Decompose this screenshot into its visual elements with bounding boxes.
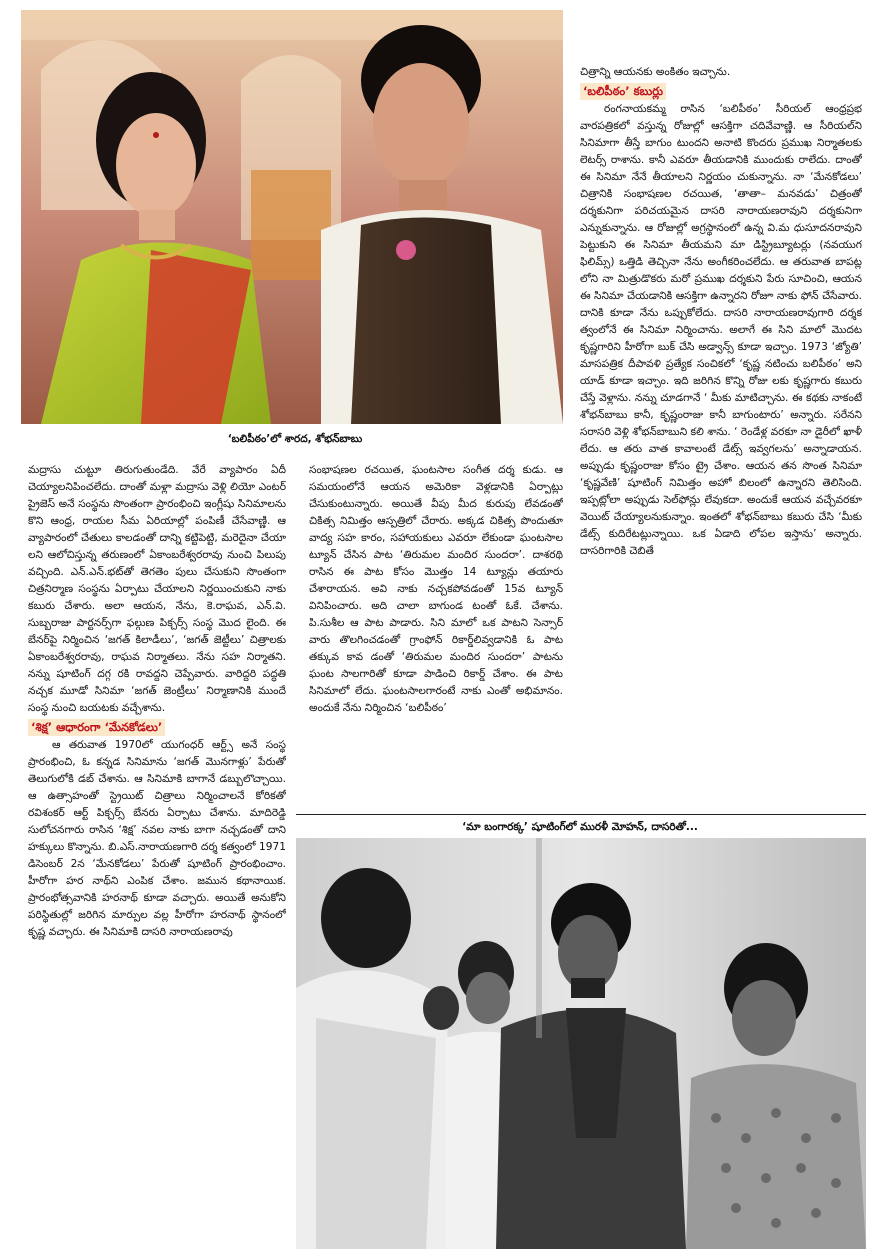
left-column-body-1: మద్రాసు చుట్టూ తిరుగుతుండేది. వేరే వ్యాపారం ఏదీ చెయ్యాలనిపించలేదు. దాంతో మళ్లా మద్రాసు వెళ్లి లియో ఎంటర్‌ ప్రైజెస్‌ అనే సంస్థను సొంతంగా ప్రారంభించి ఇంగ్లీషు సినిమాలను కొని ఆంధ్ర, రాయల సీమ ఏరియాల్లో పంపిణీ చేసేవాణ్ణి. ఆ వ్యాపారంలో చేతులు కాలడంతో దాన్ని కట్టిపెట్టి, మరెదైనా చేయా లని ఆలోచిస్తున్న తరుణంలో ఏకాంబరేశ్వరరావు నుంచి పిలుపు వచ్చింది. ఎన్‌.ఎన్‌.భట్‌తో తెగతెం పులు చేసుకుని సొంతంగా చిత్రనిర్మాణ సంస్థను ఏర్పాటు చేయాలని నిర్ణయించుకుని నాకు కబురు చేశారు. అలా ఆయన, నేను, కె.రాఘవ, ఎన్‌.వి. సుబ్బరాజు పార్టనర్స్‌గా ఫల్గుణ పిక్చర్స్‌ సంస్థ మొద లైంది. ఈ బేనర్‌పై నిర్మించిన ‘జగత్‌ కిలాడీలు’, ‘జగత్‌ జెట్టీలు’ చిత్రాలకు ఏకాంబరేశ్వరరావు, రాఘవ నిర్మాతలు. నేను సహ నిర్మాతని. నన్ను షూటింగ్‌ దగ్గ రకి రావద్దని చెప్పేవారు. వారిద్దరి పద్ధతి నచ్చక మూడో సినిమా ‘జగత్‌ జెంట్రీలు’ నిర్మాణానికి ముందే సంస్థ నుంచి బయటకు వచ్చేశాను.: [28, 464, 286, 714]
middle-column: [309, 462, 563, 802]
middle-column-body: సంభాషణల రచయిత, ఘంటసాల సంగీత దర్శ కుడు. ఆ సమయంలోనే ఆయన అమెరికా వెళ్లడానికి ఏర్పాట్లు చేసుకుంటున్నారు. అయితే వీపు మీద కురుపు లేవడంతో చికిత్స నిమిత్తం ఆస్పత్రిలో చేరారు. అక్కడ చికిత్స పొందుతూ వాద్య సహ కారం, సహాయకులు ఎవరూ లేకుండా ఘంటసాల ట్యూన్‌ చేసిన పాట ‘తిరుమల మందిర సుందరా’. దాశరథి రాసిన ఈ పాట కోసం మొత్తం 14 ట్యూన్లు తయారు చేశారాయన. అవి నాకు నచ్చకపోవడంతో 15వ ట్యూన్‌ వినిపించారు. అది చాలా బాగుండ టంతో ఓకే. చేశాను. పి.సుశీల ఆ పాట పాడారు. సిని మాలో ఒక పాటని సెన్సార్‌ వారు తొలగించడంతో గ్రాంఫోన్‌ రికార్డ్‌లివ్వడానికి ఓ పాట తక్కువ కావ డంతో ‘తిరుమల మందిర సుందరా’ పాటను ఘంట సాలగారితో కూడా పాడించి రికార్డ్‌ చేశాం. ఈ పాట సినిమాలో లేదు. ఘంటసాలగారంటే నాకు ఎంతో అభిమానం. అందుకే నేను నిర్మించిన ‘బలిపీఠం’: [309, 464, 563, 714]
right-column-intro: చిత్రాన్ని ఆయనకు అంకితం ఇచ్చాను.: [580, 66, 731, 78]
bottom-group-photo: [296, 838, 866, 1249]
section-heading-balipeetam: ‘బలిపీఠం’ కబుర్లు: [580, 83, 666, 100]
section-heading-menakodalu: ‘శిక్ష’ ఆధారంగా ‘మేనకోడలు’: [28, 719, 165, 736]
left-column-body-2: ఆ తరువాత 1970లో యుగంధర్‌ ఆర్ట్స్‌ అనే సంస్థ ప్రారంభించి, ఓ కన్నడ సినిమాను ‘జగత్‌ మొనగాళ్లు’ పేరుతో తెలుగులోకి డబ్‌ చేశాను. ఆ సినిమాకి బాగానే డబ్బులొచ్చాయి. ఆ ఉత్సాహంతో స్ట్రెయిట్‌ చిత్రాలు నిర్మించాలనే కోరికతో రవిశంకర్‌ ఆర్ట్‌ పిక్చర్స్‌ బేనరు ఏర్పాటు చేశాను. మాదిరెడ్డి సులోచనగారు రాసిన ‘శిక్ష’ నవల నాకు బాగా నచ్చడంతో దాని హక్కులు కొన్నాను. బి.ఎస్‌.నారాయణగారి దర్శ కత్వంలో 1971 డిసెంబర్‌ 2న ‘మేనకోడలు’ పేరుతో షూటింగ్‌ ప్రారంభించాం. హీరోగా హర నాథ్‌ని ఎంపిక చేశాం. జమున కథానాయిక. ప్రారంభోత్సవానికి హరనాథ్‌ కూడా వచ్చారు. అయితే అనుకోని పరిస్థితుల్లో జరిగిన మార్పుల వల్ల హీరోగా హరనాథ్‌ స్థానంలో కృష్ణ వచ్చారు. ఈ సినిమాకి దాసరి నారాయణరావు: [28, 739, 286, 938]
film-still-image: [21, 10, 563, 424]
top-photo-caption: ‘బలిపీఠం’లో శారద, శోభన్‌బాబు: [227, 433, 363, 445]
left-column: [28, 462, 286, 1232]
right-column-body: రంగనాయకమ్మ రాసిన ‘బలిపీఠం’ సీరియల్‌ ఆంధ్రప్రభ వారపత్రికలో వస్తున్న రోజుల్లో ఆసక్తిగా చదివేవాణ్ణి. ఆ సీరియల్‌ని సినిమాగా తీస్తే బాగుం టుందని అనాటి కొందరు ప్రముఖ నిర్మాతలకు లెటర్స్‌ రాశాను. కానీ ఎవరూ తీయడానికి ముందుకు రాలేదు. దాంతో ఈ సినిమా నేనే తీయాలని నిర్ణయం చుకున్నాను. నా ‘మేనకోడలు’ చిత్రానికి సంభాషణల రచయిత, ‘తాతా– మనవడు’ చిత్రంతో దర్శకునిగా పరిచయమైన దాసరి నారాయణరావుని దర్శకునిగా ఎన్నుకున్నాను. ఆ రోజుల్లో అగ్రస్థానంలో ఉన్న వి.మ ధుసూదనరావుని పెట్టుకుని ఈ సినిమా తీయమని మా డిస్ట్రిబ్యూటర్లు (నవయుగ ఫిలిమ్స్‌) ఒత్తిడి తెచ్చినా నేను అంగీకరించలేదు. ఆ తరువాత బాపట్ల లోని నా మిత్రుడొకరు మరో ప్రముఖ దర్శకుని పేరు సూచించి, ఆయన ఈ సినిమా చేయడానికి ఆసక్తిగా ఉన్నారని రోజూ నాకు ఫోన్‌ చేసేవారు. దానికి కూడా నేను ఒప్పుకోలేదు. దాసరి నారాయణరావుగారి దర్శక త్వంలోనే ఈ సినిమా నిర్మించాను. అలాగే ఈ సిని మాలో మొదట కృష్ణగారిని హీరోగా బుక్‌ చేసి అడ్వాన్స్‌ కూడా ఇచ్చాం. 1973 ‘జ్యోతి’ మాసపత్రిక దీపావళి ప్రత్యేక సంచికలో ‘కృష్ణ నటించు బలిపీఠం’ అని యాడ్‌ కూడా ఇచ్చాం. ఇది జరిగిన కొన్ని రోజు లకు కృష్ణగారు కబురు చేస్తే వెళ్లాను. నన్ను చూడగానే ‘ మీకు మాటిచ్చాను. ఈ కథకు నాకంటే శోభన్‌బాబు కానీ, కృష్ణంరాజు కానీ బాగుంటారు’ అన్నారు. సరేనని సరాసరి వెళ్లి శోభన్‌బాబుని కలి శాను. ‘ రెండేళ్ల వరకూ నా డైరీలో ఖాళీ లేదు. ఆ తరు వాత కావాలంటే డేట్స్‌ ఇవ్వగలను’ అన్నాడాయన. అప్పుడు కృష్ణంరాజు కోసం ట్రై చేశాం. ఆయన తన సొంత సినిమా ‘కృష్ణవేణి’ షూటింగ్‌ నిమిత్తం అహో బిలంలో ఉన్నారని తెలిసింది. ఇప్పట్లోలా అప్పుడు సెల్‌ఫోన్లు లేవుకదా. అందుకే ఆయన వచ్చేవరకూ వెయిట్‌ చేయ్యాలనుకున్నాం. ఇంతలో శోభన్‌బాబు కబురు చేసి ‘మీకు డేట్స్‌ కుదిరేటట్లున్నాయి. ఒక ఏడాది లోపల ఇస్తాను’ అన్నారు. దాసరిగారికి చెబితే: [580, 103, 862, 557]
top-film-still: [21, 10, 563, 424]
group-photo-image: [296, 838, 866, 1249]
bottom-photo-caption: ‘మా బంగారక్క’ షూటింగ్‌లో మురళీ మోహన్‌, దాసరితో...: [462, 821, 698, 833]
section-divider: [296, 814, 866, 815]
